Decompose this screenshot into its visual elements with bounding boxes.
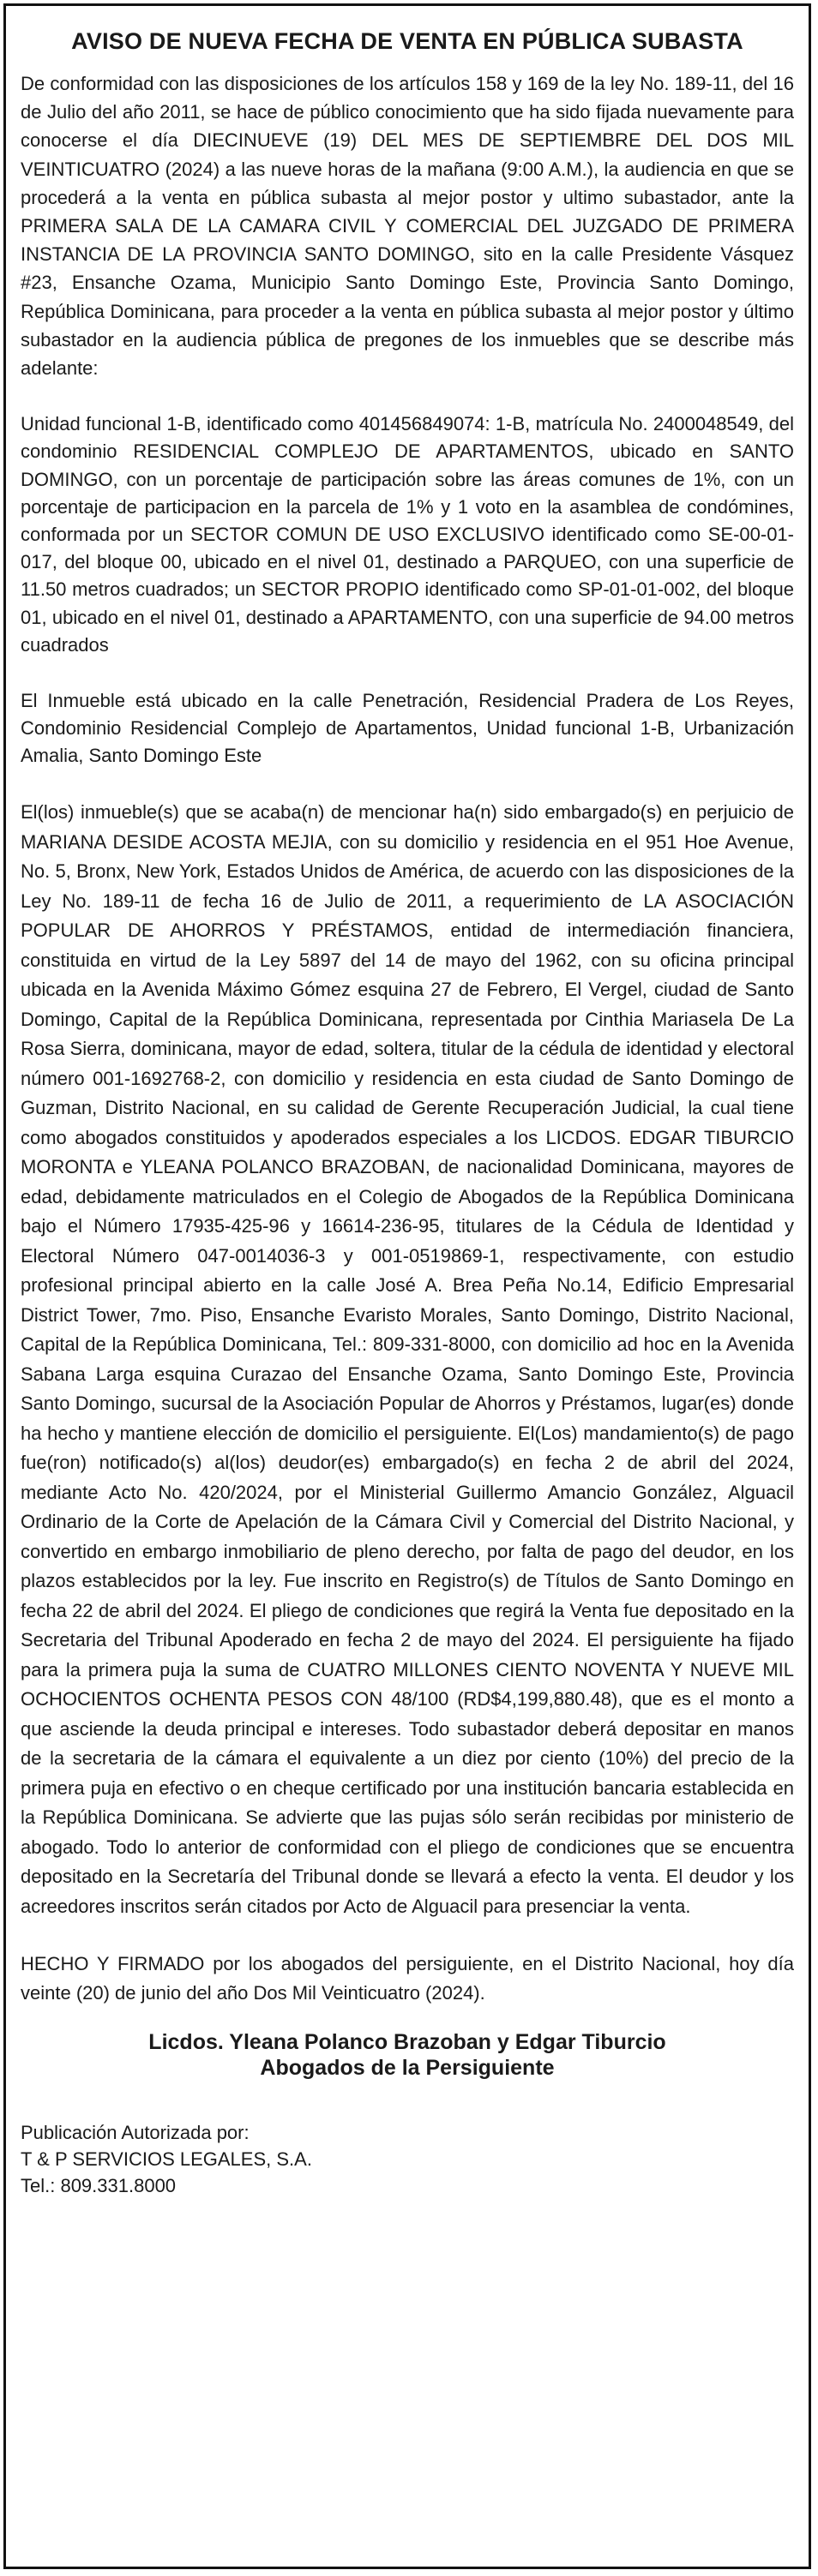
paragraph-property-location: El Inmueble está ubicado en la calle Penetración, Residencial Pradera de Los Reyes, Condominio Residencial Complejo de Apartamentos, Unidad funcional 1-B, Urbanización Amalia, Santo Domingo Este xyxy=(21,690,794,767)
paragraph-seizure-details: El(los) inmueble(s) que se acaba(n) de mencionar ha(n) sido embargado(s) en perjuicio de MARIANA DESIDE ACOSTA MEJIA, con su domicilio y residencia en el 951 Hoe Avenue, No. 5, Bronx, New York, Estados Unidos de América, de acuerdo con las disposiciones de la Ley No. 189-11 de fecha 16 de Julio de 2011, a requerimiento de LA ASOCIACIÓN POPULAR DE AHORROS Y PRÉSTAMOS, entidad de intermediación financiera, constituida en virtud de la Ley 5897 del 14 de mayo del 1962, con su oficina principal ubicada en la Avenida Máximo Gómez esquina 27 de Febrero, El Vergel, ciudad de Santo Domingo, Capital de la República Dominicana, representada por Cinthia Mariasela De La Rosa Sierra, dominicana, mayor de edad, soltera, titular de la cédula de identidad y electoral número 001-1692768-2, con domicilio y residencia en esta ciudad de Santo Domingo de Guzman, Distrito Nacional, en su calidad de Gerente Recuperación Judicial, la cual tiene como abogados constituidos y apoderados especiales a los LICDOS. EDGAR TIBURCIO MORONTA e YLEANA POLANCO BRAZOBAN, de nacionalidad Dominicana, mayores de edad, debidamente matriculados en el Colegio de Abogados de la República Dominicana bajo el Número 17935-425-96 y 16614-236-95, titulares de la Cédula de Identidad y Electoral Número 047-0014036-3 y 001-0519869-1, respectivamente, con estudio profesional principal abierto en la calle José A. Brea Peña No.14, Edificio Empresarial District Tower, 7mo. Piso, Ensanche Evaristo Morales, Santo Domingo, Distrito Nacional, Capital de la República Dominicana, Tel.: 809-331-8000, con domicilio ad hoc en la Avenida Sabana Larga esquina Curazao del Ensanche Ozama, Santo Domingo Este, Provincia Santo Domingo, sucursal de la Asociación Popular de Ahorros y Préstamos, lugar(es) donde ha hecho y mantiene elección de domicilio el persiguiente. El(Los) mandamiento(s) de pago fue(ron) notificado(s) al(los) deudor(es) embargado(s) en fecha 2 de abril del 2024, mediante Acto No. 420/2024, por el Ministerial Guillermo Amancio González, Alguacil Ordinario de la Corte de Apelación de la Cámara Civil y Comercial del Distrito Nacional, y convertido en embargo inmobiliario de pleno derecho, por falta de pago del deudor, en los plazos establecidos por la ley. Fue inscrito en Registro(s) de Títulos de Santo Domingo en fecha 22 de abril del 2024. El pliego de condiciones que regirá la Venta fue depositado en la Secretaria del Tribunal Apoderado en fecha 2 de mayo del 2024. El persiguiente ha fijado para la primera puja la suma de CUATRO MILLONES CIENTO NOVENTA Y NUEVE MIL OCHOCIENTOS OCHENTA PESOS CON 48/100 (RD$4,199,880.48), que es el monto a que asciende la deuda principal e intereses. Todo subastador deberá depositar en manos de la secretaria de la cámara el equivalente a un diez por ciento (10%) del precio de la primera puja en efectivo o en cheque certificado por una institución bancaria establecida en la República Dominicana. Se advierte que las pujas sólo serán recibidas por ministerio de abogado. Todo lo anterior de conformidad con el pliego de condiciones que se encuentra depositado en la Secretaría del Tribunal donde se llevará a efecto la venta. El deudor y los acreedores inscritos serán citados por Acto de Alguacil para presenciar la venta. xyxy=(21,801,794,1917)
legal-notice xyxy=(3,3,811,2569)
footer-phone: Tel.: 809.331.8000 xyxy=(21,2175,177,2197)
notice-title: AVISO DE NUEVA FECHA DE VENTA EN PÚBLICA SUBASTA xyxy=(71,28,743,54)
signature-block xyxy=(21,2029,794,2081)
paragraph-property-description: Unidad funcional 1-B, identificado como 401456849074: 1-B, matrícula No. 2400048549, del condominio RESIDENCIAL COMPLEJO DE APARTAMENTOS, ubicado en SANTO DOMINGO, con un porcentaje de participación sobre las áreas comunes de 1%, con un porcentaje de participacion en la parcela de 1% y 1 voto en la asamblea de condómines, conformada por un SECTOR COMUN DE USO EXCLUSIVO identificado como SE-00-01-017, del bloque 00, ubicado en el nivel 01, destinado a PARQUEO, con una superficie de 11.50 metros cuadrados; un SECTOR PROPIO identificado como SP-01-01-002, del bloque 01, ubicado en el nivel 01, destinado a APARTAMENTO, con una superficie de 94.00 metros cuadrados xyxy=(21,413,794,656)
signer-role: Abogados de la Persiguiente xyxy=(260,2056,555,2081)
footer-authorized-by: Publicación Autorizada por: xyxy=(21,2122,250,2144)
paragraph-signed-date: HECHO Y FIRMADO por los abogados del persiguiente, en el Distrito Nacional, hoy día veinte (20) de junio del año Dos Mil Veinticuatro (2024). xyxy=(21,1953,794,2004)
paragraph-convocation: De conformidad con las disposiciones de los artículos 158 y 169 de la ley No. 189-11, del 16 de Julio del año 2011, se hace de público conocimiento que ha sido fijada nuevamente para conocerse el día DIECINUEVE (19) DEL MES DE SEPTIEMBRE DEL DOS MIL VEINTICUATRO (2024) a las nueve horas de la mañana (9:00 A.M.), la audiencia en que se procederá a la venta en pública subasta al mejor postor y ultimo subastador, ante la PRIMERA SALA DE LA CAMARA CIVIL Y COMERCIAL DEL JUZGADO DE PRIMERA INSTANCIA DE LA PROVINCIA SANTO DOMINGO, sito en la calle Presidente Vásquez #23, Ensanche Ozama, Municipio Santo Domingo Este, Provincia Santo Domingo, República Dominicana, para proceder a la venta en pública subasta al mejor postor y último subastador en la audiencia pública de pregones de los inmuebles que se describe más adelante: xyxy=(21,73,794,380)
signer-names: Licdos. Yleana Polanco Brazoban y Edgar Tiburcio xyxy=(148,2030,666,2055)
footer-company-name: T & P SERVICIOS LEGALES, S.A. xyxy=(21,2148,312,2171)
notice-body xyxy=(21,69,794,2199)
publication-footer xyxy=(21,2119,794,2199)
